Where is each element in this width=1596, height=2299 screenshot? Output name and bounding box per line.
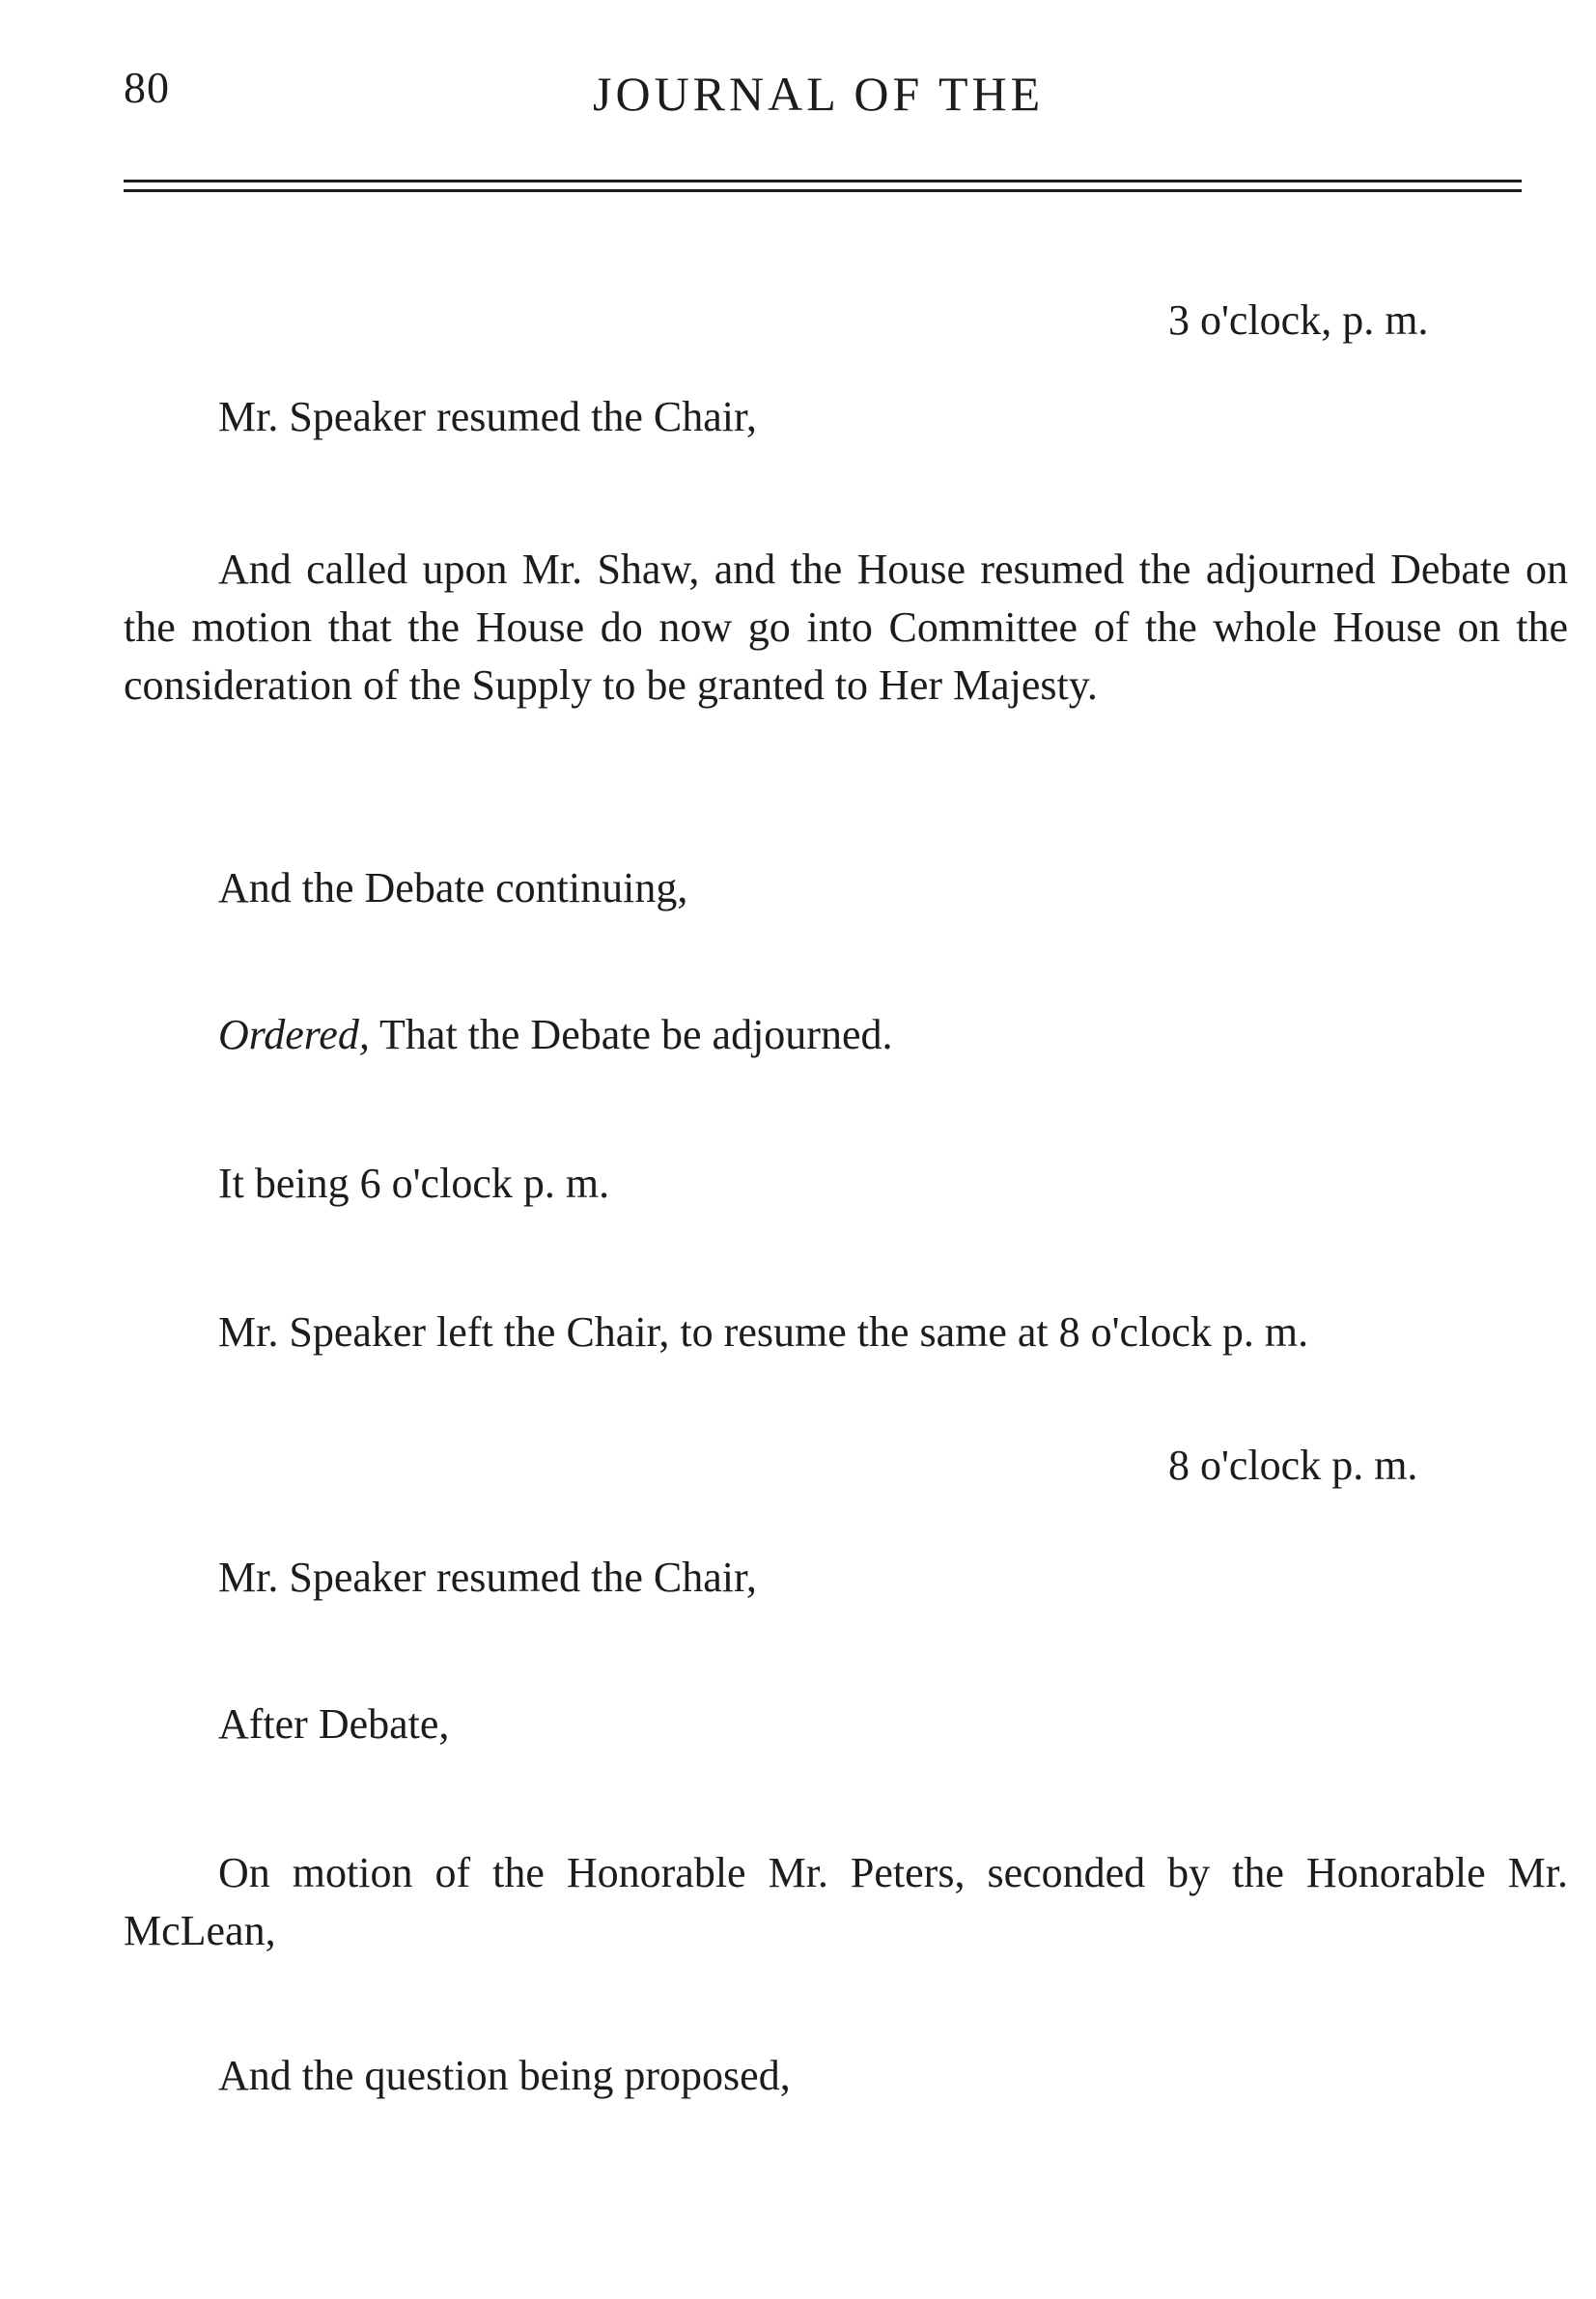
- debate-continuing-entry: And the Debate continuing,: [218, 864, 688, 911]
- ordered-label: Ordered,: [218, 1011, 370, 1058]
- time-entry-3pm: 3 o'clock, p. m.: [1168, 296, 1429, 344]
- question-proposed-entry: And the question being proposed,: [218, 2052, 791, 2099]
- on-motion-text: On motion of the Honorable Mr. Peters, seconded by the Honorable Mr. McLean,: [124, 1849, 1568, 1954]
- six-oclock-entry: It being 6 o'clock p. m.: [218, 1160, 610, 1207]
- time-entry-8pm: 8 o'clock p. m.: [1168, 1442, 1418, 1489]
- header-rule-bottom: [124, 189, 1522, 192]
- speaker-left-entry: Mr. Speaker left the Chair, to resume the same at 8 o'clock p. m.: [218, 1308, 1309, 1356]
- ordered-entry: [218, 1011, 893, 1058]
- after-debate-entry: After Debate,: [218, 1700, 450, 1748]
- page-number: 80: [124, 63, 170, 112]
- running-title: JOURNAL OF THE: [593, 67, 1045, 121]
- header-rule-top: [124, 180, 1522, 182]
- speaker-resumed-entry: Mr. Speaker resumed the Chair,: [218, 393, 757, 440]
- on-motion-paragraph: [124, 1844, 1568, 1960]
- speaker-resumed-entry: Mr. Speaker resumed the Chair,: [218, 1554, 757, 1601]
- called-upon-paragraph: [124, 541, 1568, 715]
- ordered-text: That the Debate be adjourned.: [369, 1011, 893, 1058]
- called-upon-text: And called upon Mr. Shaw, and the House resumed the adjourned Debate on the motion that the House do now go into Committee of the whole House on the consideration of the Supply to be granted to Her Majesty.: [124, 546, 1568, 709]
